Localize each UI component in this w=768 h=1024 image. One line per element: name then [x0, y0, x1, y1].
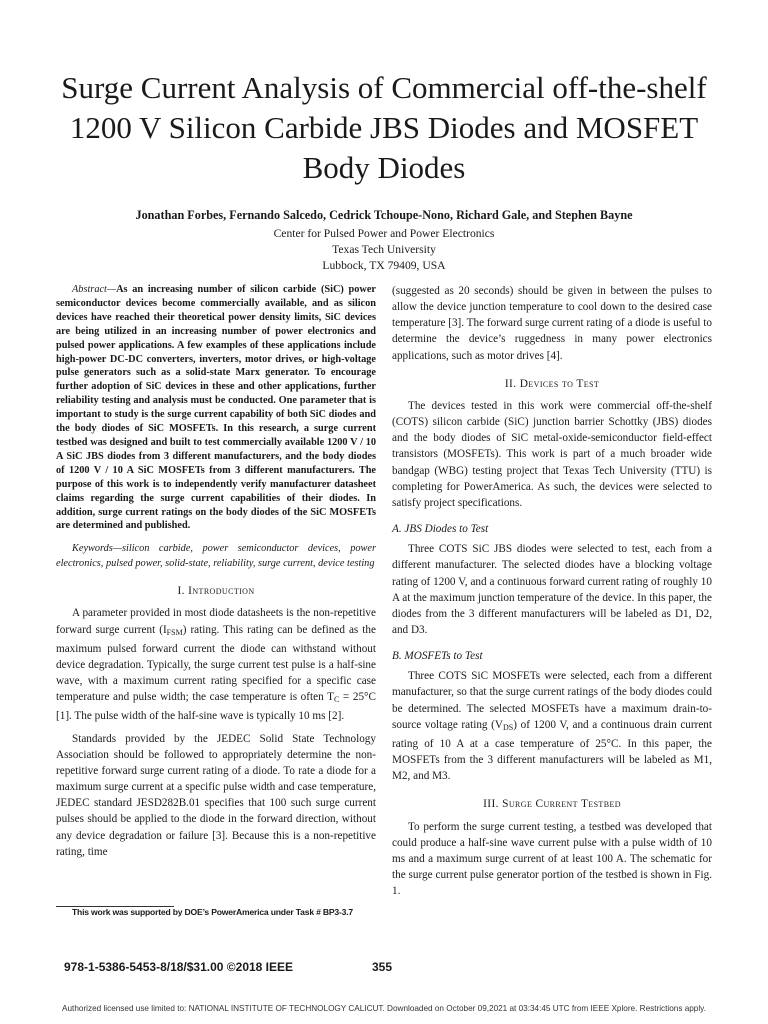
mosfets-paragraph: [392, 668, 712, 784]
left-column: [56, 283, 376, 860]
text-run: = 25°C [1]. The pulse width of the half-sine wave is typically 10 ms [2].: [56, 691, 376, 723]
isbn-copyright: 978-1-5386-5453-8/18/$31.00 ©2018 IEEE: [64, 960, 294, 974]
license-notice: Authorized licensed use limited to: NATIONAL INSTITUTE OF TECHNOLOGY CALICUT. Downloaded on October 09,2021 at 03:34:45 UTC from IEEE Xplore. Restrictions apply.: [62, 1004, 706, 1013]
section-number: III.: [483, 798, 499, 811]
section-heading-introduction: [56, 583, 376, 599]
affiliation: [40, 226, 728, 274]
page-number: 355: [372, 960, 393, 974]
keywords: Keywords—silicon carbide, power semiconductor devices, power electronics, pulsed power, solid-state, reliability, surge current, device testing: [56, 543, 376, 570]
jbs-paragraph: Three COTS SiC JBS diodes were selected to test, each from a different manufacturer. The selected diodes have a blocking voltage rating of 1200 V, and a continuous forward current rating of roughly 10 A at the maximum junction temperature of the device. In this paper, the diodes from the 3 different manufacturers will be labeled as D1, D2, and D3.: [392, 543, 712, 636]
abstract-dash: —: [106, 284, 117, 295]
text-run: A parameter provided in most diode datasheets is the non-repetitive forward surge current (I: [56, 607, 376, 636]
author-list: Jonathan Forbes, Fernando Salcedo, Cedrick Tchoupe-Nono, Richard Gale, and Stephen Bayne: [135, 208, 633, 222]
abstract: [56, 283, 376, 533]
section-number: I.: [177, 585, 185, 598]
section-heading-testbed: [392, 796, 712, 812]
right-column: [392, 283, 712, 899]
affiliation-line-2: Texas Tech University: [332, 243, 436, 256]
intro-paragraph-continued: (suggested as 20 seconds) should be given in between the pulses to allow the device junction temperature to cool down to the desired case temperature [3]. The forward surge current rating of a diode is useful to determine the device’s ruggedness in many power electronics applications, such as motor drives [4].: [392, 285, 712, 362]
section-number: II.: [504, 377, 517, 390]
title-line-1: Surge Current Analysis of Commercial off-the-shelf: [61, 70, 707, 105]
subscript: DS: [503, 722, 514, 732]
section-title: Introduction: [188, 585, 255, 598]
abstract-label: Abstract: [72, 284, 107, 295]
text-run: ) rating. This rating can be defined as the maximum pulsed forward current the diode can withstand without device degradation. Typically, the surge current test pulse is a half-sine wave, with a maximum current rating specified for a specific case temperature and pulse width; the case temperature is often T: [56, 623, 376, 704]
affiliation-line-3: Lubbock, TX 79409, USA: [322, 259, 446, 272]
abstract-text: As an increasing number of silicon carbide (SiC) power semiconductor devices become commercially available, and as silicon devices have reached their theoretical power density limits, SiC devices are being utilized in an increasing number of power electronics and pulsed power applications. A few examples of these applications include high-power DC-DC converters, inverters, motor drives, or high-voltage pulse generators such as a solid-state Marx generator. To encourage further adoption of SiC devices in these and other applications, further reliability testing and analysis must be conducted. One parameter that is important to study is the surge current capability of both SiC diodes and the body diodes of SiC MOSFETs. In this research, a surge current testbed was designed and built to test commercially available 1200 V / 10 A SiC JBS diodes from 3 different manufacturers, and the body diodes of 1200 V / 10 A SiC MOSFETs from 3 different manufacturers. The purpose of this work is to independently verify manufacturer datasheet claims regarding the surge current capabilities of their diodes. In addition, surge current ratings on the body diodes of the SiC MOSFETs are determined and published.: [56, 284, 376, 532]
intro-paragraph-2: Standards provided by the JEDEC Solid State Technology Association should be followed to appropriately determine the non-repetitive forward surge current rating of a diode. To rate a diode for a maximum surge current at a specific pulse width and case temperature, JEDEC standard JESD282B.01 specifies that 100 such surge current pulses should be applied to the diode in the forward direction, without any device degradation or failure [3]. Because this is a non-repetitive rating, time: [56, 732, 376, 858]
subsection-heading-jbs: A. JBS Diodes to Test: [392, 523, 489, 536]
section-title: Surge Current Testbed: [502, 798, 621, 811]
text-run: ) of 1200 V, and a continuous drain current rating of 10 A at a case temperature of 25°C. In this paper, the MOSFETs from the 3 different manufacturers will be labeled as M1, M2, and M3.: [392, 718, 712, 783]
text-run: Three COTS SiC MOSFETs were selected, each from a different manufacturer, so that the surge current ratings of the body diodes could be determined. The selected MOSFETs have a maximum drain-to-source voltage rating (V: [392, 670, 712, 731]
intro-paragraph-1: [56, 605, 376, 724]
subsection-heading-mosfets: B. MOSFETs to Test: [392, 650, 483, 663]
title-line-3: Body Diodes: [302, 150, 466, 185]
subscript: FSM: [166, 627, 183, 637]
devices-paragraph: The devices tested in this work were commercial off-the-shelf (COTS) silicon carbide (SiC) junction barrier Schottky (JBS) diodes and the body diodes of SiC metal-oxide-semiconductor field-effect transistors (MOSFETs). This work is part of a much broader wide bandgap (WBG) testing project that Texas Tech University (TTU) is completing for PowerAmerica. As such, the devices were selected to satisfy project specifications.: [392, 399, 712, 509]
affiliation-line-1: Center for Pulsed Power and Power Electronics: [273, 227, 495, 240]
testbed-paragraph: To perform the surge current testing, a testbed was developed that could produce a half-sine wave current pulse with a pulse width of 10 ms and a maximum surge current of at least 100 A. The schematic for the surge current pulse generator portion of the testbed is shown in Fig. 1.: [392, 820, 712, 898]
title-line-2: 1200 V Silicon Carbide JBS Diodes and MOSFET: [69, 110, 699, 145]
subscript: C: [333, 695, 340, 705]
paper-title: [40, 68, 728, 188]
section-heading-devices: [392, 376, 712, 392]
footnote: This work was supported by DOE’s PowerAmerica under Task # BP3-3.7: [72, 907, 353, 917]
section-title: Devices to Test: [519, 377, 600, 390]
